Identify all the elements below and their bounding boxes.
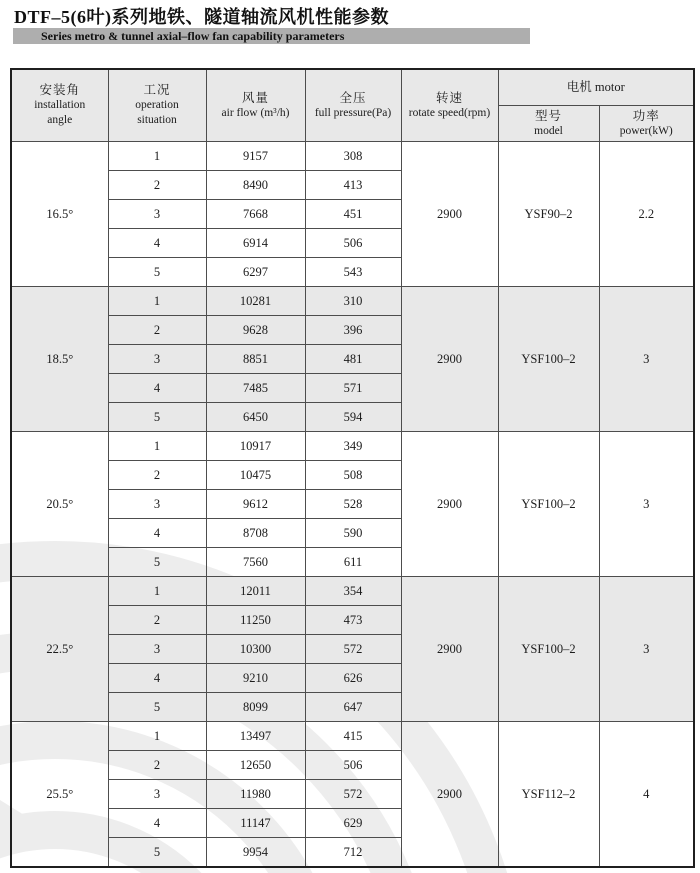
situation-cell: 3 (108, 345, 206, 374)
pressure-cell: 506 (305, 751, 401, 780)
table-row (11, 577, 694, 606)
pressure-cell: 590 (305, 519, 401, 548)
subtitle-bar (13, 28, 530, 44)
header-line: model (534, 124, 563, 137)
situation-cell: 2 (108, 606, 206, 635)
pressure-cell: 611 (305, 548, 401, 577)
angle-cell: 18.5° (11, 287, 108, 432)
situation-cell: 5 (108, 548, 206, 577)
pressure-cell: 354 (305, 577, 401, 606)
pressure-cell: 413 (305, 171, 401, 200)
airflow-cell: 12011 (206, 577, 305, 606)
situation-cell: 4 (108, 519, 206, 548)
speed-cell: 2900 (401, 142, 498, 287)
airflow-cell: 8708 (206, 519, 305, 548)
header-line: 工况 (143, 83, 171, 97)
col-header-rotate-speed (401, 69, 498, 142)
header-line: operation (135, 99, 179, 111)
situation-cell: 4 (108, 374, 206, 403)
airflow-cell: 7560 (206, 548, 305, 577)
col-header-full-pressure (305, 69, 401, 142)
situation-cell: 3 (108, 490, 206, 519)
power-cell: 4 (599, 722, 694, 868)
table-row (11, 432, 694, 461)
pressure-cell: 572 (305, 780, 401, 809)
airflow-cell: 7485 (206, 374, 305, 403)
airflow-cell: 12650 (206, 751, 305, 780)
pressure-cell: 647 (305, 693, 401, 722)
model-cell: YSF90–2 (498, 142, 599, 287)
table-wrapper (10, 68, 695, 868)
table-row (11, 142, 694, 171)
situation-cell: 4 (108, 229, 206, 258)
pressure-cell: 506 (305, 229, 401, 258)
header-line: installation (34, 99, 86, 111)
pressure-cell: 571 (305, 374, 401, 403)
situation-cell: 4 (108, 809, 206, 838)
situation-cell: 5 (108, 693, 206, 722)
col-header-operation-situation (108, 69, 206, 142)
angle-cell: 22.5° (11, 577, 108, 722)
power-cell: 2.2 (599, 142, 694, 287)
situation-cell: 5 (108, 258, 206, 287)
pressure-cell: 626 (305, 664, 401, 693)
airflow-cell: 6297 (206, 258, 305, 287)
header-line: 安装角 (39, 83, 80, 97)
header-line: 转速 (435, 90, 463, 105)
pressure-cell: 451 (305, 200, 401, 229)
airflow-cell: 6450 (206, 403, 305, 432)
model-cell: YSF100–2 (498, 577, 599, 722)
situation-cell: 2 (108, 171, 206, 200)
header-line: 型号 (534, 108, 562, 123)
airflow-cell: 8490 (206, 171, 305, 200)
col-header-motor: 电机 motor (498, 69, 694, 106)
angle-cell: 16.5° (11, 142, 108, 287)
airflow-cell: 7668 (206, 200, 305, 229)
angle-cell: 20.5° (11, 432, 108, 577)
airflow-cell: 11980 (206, 780, 305, 809)
table-row (11, 287, 694, 316)
col-header-installation-angle (11, 69, 108, 142)
power-cell: 3 (599, 287, 694, 432)
table-row (11, 722, 694, 751)
airflow-cell: 11147 (206, 809, 305, 838)
pressure-cell: 594 (305, 403, 401, 432)
pressure-cell: 308 (305, 142, 401, 171)
airflow-cell: 9954 (206, 838, 305, 868)
speed-cell: 2900 (401, 722, 498, 868)
situation-cell: 3 (108, 200, 206, 229)
pressure-cell: 310 (305, 287, 401, 316)
airflow-cell: 10300 (206, 635, 305, 664)
table-body (11, 142, 694, 868)
situation-cell: 5 (108, 403, 206, 432)
airflow-cell: 6914 (206, 229, 305, 258)
page-title: DTF–5(6叶)系列地铁、隧道轴流风机性能参数 (14, 7, 389, 27)
situation-cell: 5 (108, 838, 206, 868)
speed-cell: 2900 (401, 577, 498, 722)
header-line: rotate speed(rpm) (408, 106, 491, 119)
col-header-air-flow (206, 69, 305, 142)
airflow-cell: 10917 (206, 432, 305, 461)
col-header-power (599, 106, 694, 142)
pressure-cell: 543 (305, 258, 401, 287)
situation-cell: 2 (108, 461, 206, 490)
airflow-cell: 8851 (206, 345, 305, 374)
header-line: situation (137, 114, 177, 126)
header-line: 全压 (339, 90, 367, 105)
pressure-cell: 528 (305, 490, 401, 519)
pressure-cell: 572 (305, 635, 401, 664)
situation-cell: 4 (108, 664, 206, 693)
airflow-cell: 11250 (206, 606, 305, 635)
airflow-cell: 9157 (206, 142, 305, 171)
situation-cell: 1 (108, 142, 206, 171)
power-cell: 3 (599, 577, 694, 722)
airflow-cell: 8099 (206, 693, 305, 722)
pressure-cell: 629 (305, 809, 401, 838)
situation-cell: 2 (108, 751, 206, 780)
fan-parameters-table (10, 68, 695, 868)
table-header (11, 69, 694, 142)
page-subtitle: Series metro & tunnel axial–flow fan capability parameters (41, 29, 345, 43)
pressure-cell: 473 (305, 606, 401, 635)
pressure-cell: 415 (305, 722, 401, 751)
angle-cell: 25.5° (11, 722, 108, 868)
pressure-cell: 712 (305, 838, 401, 868)
header-line: 功率 (632, 108, 660, 123)
model-cell: YSF112–2 (498, 722, 599, 868)
situation-cell: 1 (108, 577, 206, 606)
situation-cell: 3 (108, 780, 206, 809)
model-cell: YSF100–2 (498, 432, 599, 577)
airflow-cell: 10475 (206, 461, 305, 490)
airflow-cell: 9210 (206, 664, 305, 693)
airflow-cell: 9628 (206, 316, 305, 345)
pressure-cell: 349 (305, 432, 401, 461)
col-header-model (498, 106, 599, 142)
situation-cell: 1 (108, 722, 206, 751)
situation-cell: 1 (108, 432, 206, 461)
situation-cell: 1 (108, 287, 206, 316)
header-line: power(kW) (619, 124, 673, 137)
pressure-cell: 396 (305, 316, 401, 345)
pressure-cell: 508 (305, 461, 401, 490)
header-line: full pressure(Pa) (314, 106, 392, 119)
header-line: air flow (m³/h) (221, 106, 290, 119)
power-cell: 3 (599, 432, 694, 577)
airflow-cell: 9612 (206, 490, 305, 519)
model-cell: YSF100–2 (498, 287, 599, 432)
situation-cell: 3 (108, 635, 206, 664)
airflow-cell: 10281 (206, 287, 305, 316)
situation-cell: 2 (108, 316, 206, 345)
airflow-cell: 13497 (206, 722, 305, 751)
header-line: angle (47, 114, 73, 126)
speed-cell: 2900 (401, 287, 498, 432)
speed-cell: 2900 (401, 432, 498, 577)
pressure-cell: 481 (305, 345, 401, 374)
header-line: 风量 (241, 90, 269, 105)
